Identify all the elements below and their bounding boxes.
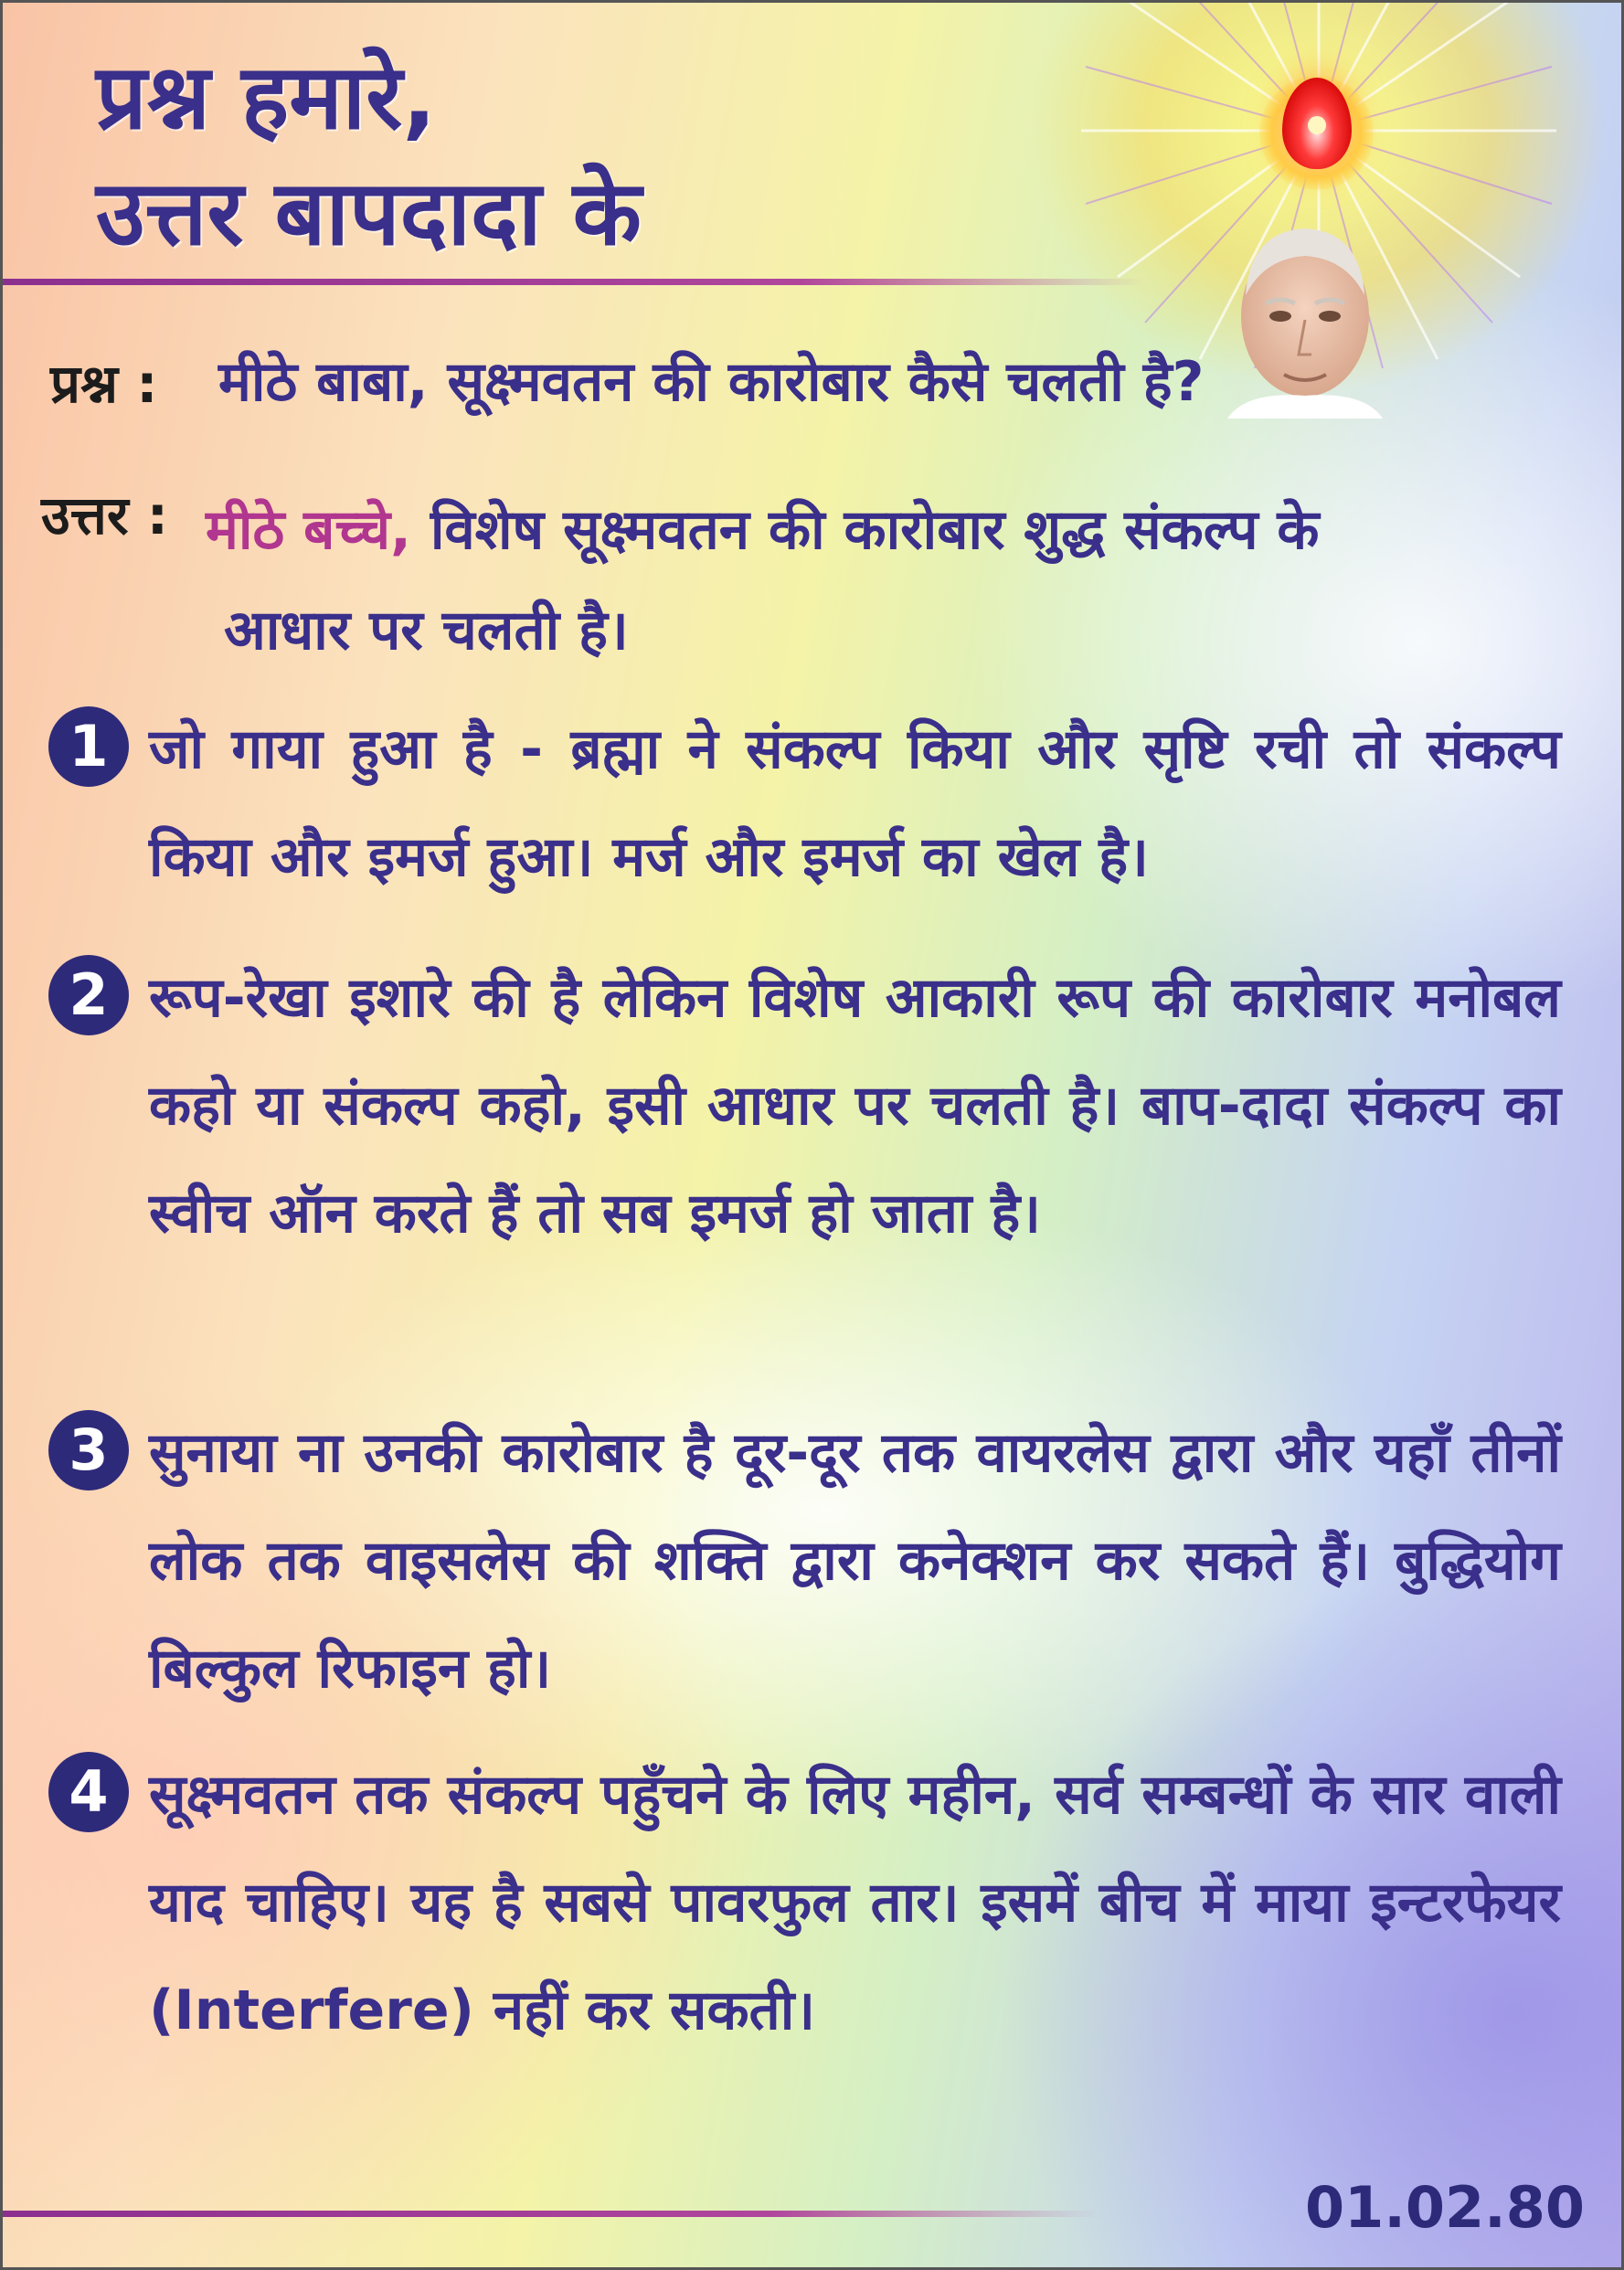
date-label: 01.02.80: [1305, 2174, 1585, 2241]
number-badge: 3: [48, 1410, 129, 1490]
point-text: रूप-रेखा इशारे की है लेकिन विशेष आकारी रूप की कारोबार मनोबल कहो या संकल्प कहो, इसी आधार पर चलती है। बाप-दादा संकल्प का स्वीच ऑन करते हैं तो सब इमर्ज हो जाता है।: [149, 966, 1561, 1246]
answer-label: उत्तर :: [41, 484, 168, 546]
portrait-image: [1209, 208, 1401, 419]
number-badge: 1: [48, 706, 129, 787]
point-text: सुनाया ना उनकी कारोबार है दूर-दूर तक वायरलेस द्वारा और यहाँ तीनों लोक तक वाइसलेस की शक्ति द्वारा कनेक्शन कर सकते हैं। बुद्धियोग बिल्कुल रिफाइन हो।: [149, 1421, 1561, 1701]
page-title-line-2: उत्तर बापदादा के: [96, 162, 642, 266]
number-badge: 4: [48, 1752, 129, 1832]
title-divider: [3, 279, 1145, 285]
question-label: प्रश्न :: [50, 353, 158, 415]
question-text: मीठे बाबा, सूक्ष्मवतन की कारोबार कैसे चलती है?: [218, 350, 1205, 414]
answer-text-line-2: आधार पर चलती है।: [224, 599, 629, 663]
answer-text: [206, 480, 1549, 681]
point-text: जो गाया हुआ है - ब्रह्मा ने संकल्प किया और सृष्टि रची तो संकल्प किया और इमर्ज हुआ। मर्ज और इमर्ज का खेल है।: [149, 717, 1561, 889]
answer-text-line-1: विशेष सूक्ष्मवतन की कारोबार शुद्ध संकल्प के: [410, 498, 1320, 562]
point-text: सूक्ष्मवतन तक संकल्प पहुँचने के लिए महीन, सर्व सम्बन्धों के सार वाली याद चाहिए। यह है सबसे पावरफुल तार। इसमें बीच में माया इन्टरफेयर (Interfere) नहीं कर सकती।: [149, 1763, 1561, 2042]
answer-greeting: मीठे बच्चे,: [206, 498, 411, 562]
number-badge: 2: [48, 955, 129, 1035]
page-title-line-1: प्रश्न हमारे,: [96, 46, 437, 150]
footer-divider: [3, 2211, 1099, 2217]
light-center: [1308, 116, 1326, 134]
